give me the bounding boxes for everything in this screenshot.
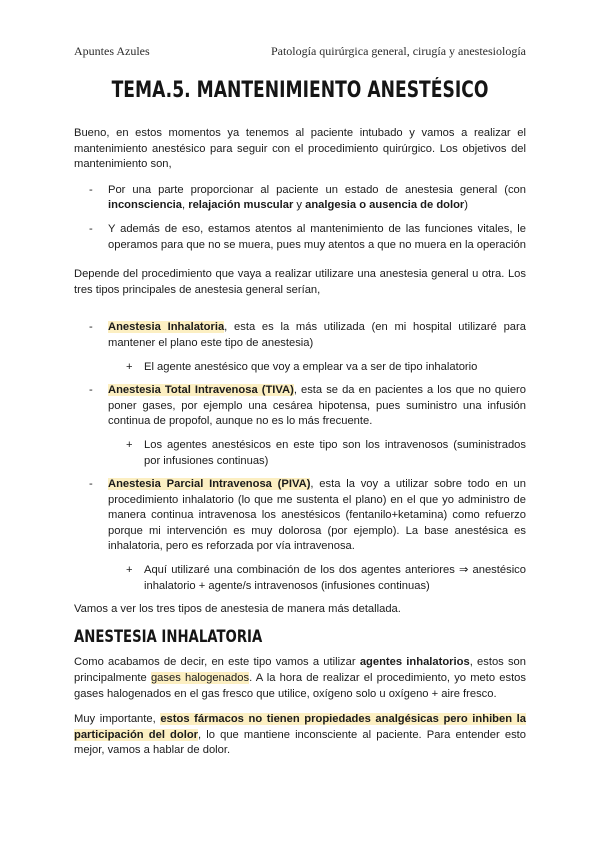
highlighted-term: Anestesia Parcial Intravenosa (PIVA) (108, 478, 311, 491)
anesthesia-subitem: + El agente anestésico que voy a emplear va a ser de tipo inhalatorio (74, 360, 526, 376)
anesthesia-type-item: - Anestesia Parcial Intravenosa (PIVA), esta la voy a utilizar sobre todo en un procedimiento inhalatorio (lo que me sustenta el plano) en el que yo administro de manera continua intravenosa los anestésicos (fentanilo+ketamina) como refuerzo porque mi intervención es muy dolorosa (por ejemplo). La base anestésica es inhalatoria, pero es reforzada por vía intravenosa. (89, 478, 526, 553)
section-paragraph: Muy importante, estos fármacos no tienen propiedades analgésicas pero inhiben la participación del dolor, lo que mantiene inconsciente al paciente. Para entender esto mejor, vamos a hablar de dolor. (74, 713, 526, 757)
bold-term: analgesia o ausencia de dolor (305, 199, 465, 212)
objective-item: - Por una parte proporcionar al paciente un estado de anestesia general (con inconsciencia, relajación muscular y analgesia o ausencia de dolor) (89, 183, 526, 212)
dash-marker: - (89, 183, 93, 196)
highlighted-term: estos fármacos no tienen propiedades analgésicas pero inhiben la participación del dolor (74, 713, 526, 741)
document-body (74, 126, 526, 769)
header-left: Apuntes Azules (74, 44, 150, 58)
dash-marker: - (89, 321, 93, 334)
page-header (74, 44, 526, 59)
header-right: Patología quirúrgica general, cirugía y anestesiología (270, 44, 526, 58)
anesthesia-subitem: + Los agentes anestésicos en este tipo son los intravenosos (suministrados por infusiones continuas) (126, 438, 526, 467)
plus-marker: + (126, 438, 133, 451)
highlighted-term: Anestesia Total Intravenosa (TIVA) (108, 384, 294, 397)
bold-term: relajación muscular (188, 199, 294, 212)
highlighted-term: gases halogenados (150, 672, 250, 685)
page-title: TEMA.5. MANTENIMIENTO ANESTÉSICO (111, 78, 489, 103)
anesthesia-subitem: + Aquí utilizaré una combinación de los dos agentes anteriores ⇒ anestésico inhalatorio + agente/s intravenosos (infusiones continuas) (126, 564, 526, 592)
highlighted-term: Anestesia Inhalatoria (108, 321, 225, 334)
closing-paragraph: Vamos a ver los tres tipos de anestesia de manera más detallada. (74, 603, 401, 616)
plus-marker: + (126, 564, 133, 577)
intro-paragraph: Bueno, en estos momentos ya tenemos al paciente intubado y vamos a realizar el mantenimiento anestésico para seguir con el procedimiento quirúrgico. Los objetivos del mantenimiento son, (74, 127, 526, 171)
dash-marker: - (89, 478, 93, 491)
dash-marker: - (89, 222, 93, 235)
types-intro-paragraph: Depende del procedimiento que vaya a realizar utilizare una anestesia general u otra. Los tres tipos principales de anestesia general serían, (74, 268, 526, 296)
bold-term: agentes inhalatorios (359, 656, 470, 669)
section-paragraph: Como acabamos de decir, en este tipo vamos a utilizar agentes inhalatorios, estos son principalmente gases halogenados. A la hora de realizar el procedimiento, yo meto estos gases halogenados en el gas fresco que utilice, oxígeno solo u oxígeno + aire fresco. (74, 656, 527, 700)
anesthesia-type-item: - Anestesia Inhalatoria, esta es la más utilizada (en mi hospital utilizaré para mantener el plano este tipo de anestesia) (89, 321, 526, 349)
objective-item: - Y además de eso, estamos atentos al mantenimiento de las funciones vitales, le operamos para que no se muera, pues muy atentos a que no muera en la operación (89, 222, 526, 251)
plus-marker: + (126, 360, 133, 373)
bold-term: inconsciencia (108, 199, 182, 212)
anesthesia-type-item: - Anestesia Total Intravenosa (TIVA), esta se da en pacientes a los que no quiero poner gases, por ejemplo una cesárea hipotensa, pues suministro una infusión continua de propofol, aunque no es lo más frecuente. (89, 384, 526, 428)
dash-marker: - (89, 384, 93, 397)
section-heading: ANESTESIA INHALATORIA (74, 626, 263, 647)
